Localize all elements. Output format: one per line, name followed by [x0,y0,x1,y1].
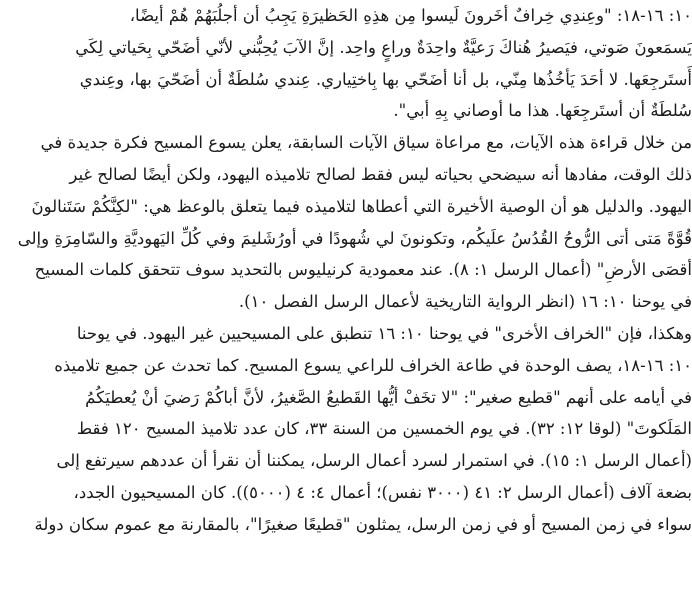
text-line: (أعمال الرسل ١: ١٥). في استمرار لسرد أعمال الرسل، يمكننا أن نقرأ أن عددهم سيرتفع إلى [56,451,692,471]
text-line: المَلَكوتَ" (لوقا ١٢: ٣٢). في يوم الخمسين من السنة ٣٣، كان عدد تلاميذ المسيح ١٢٠ فقط [76,419,692,439]
text-line: بضعة آلاف (أعمال الرسل ٢: ٤١ (٣٠٠٠ نفس)؛ أعمال ٤: ٤ (٥٠٠٠)). كان المسيحيون الجدد، [73,482,692,502]
text-line: أَستَرجِعَها. لا أحَدَ يَأخُذُها مِنّي، بل أنا أضَحّي بها بِاختِياري. عِندي سُلطَةٌ أن أضَحّيَ بها، وعِندي [79,69,692,89]
text-line: ١٠: ١٦-١٨، يصف الوحدة في طاعة الخراف للراعي يسوع المسيح. كما تحدث عن جميع تلاميذه [54,355,692,375]
text-line: في أيامه على أنهم "قطيع صغير": "لا تخَفْ أيُّها القَطيعُ الصَّغيرُ، لأنَّ أباكُمْ رَضيَ أنْ يُعطيَكُمُ [85,387,692,407]
text-line: سواء في زمن المسيح أو في زمن الرسل، يمثلون "قطيعًا صغيرًا"، بالمقارنة مع عموم سكان دولة [34,514,692,534]
text-line: اليهود. والدليل هو أن الوصية الأخيرة التي أعطاها لتلاميذه فيما يتعلق بالوعظ هي: "لكِنَّكُمْ سَتَنالونَ [31,196,692,216]
text-line: قُوَّةً مَتى أتى الرُّوحُ القُدُسُ علَيكُم، وتكونونَ لي شُهودًا في أورُشَليمَ وفي كُلِّ اليَهوديَّةِ والسّامِرَةِ وإلى [17,228,692,248]
text-line: من خلال قراءة هذه الآيات، مع مراعاة سياق الآيات السابقة، يعلن يسوع المسيح فكرة جديدة في [40,133,692,153]
text-line: وهكذا، فإن "الخراف الأخرى" في يوحنا ١٠: ١٦ تنطبق على المسيحيين غير اليهود. في يوحنا [76,323,692,343]
text-line: يَسمَعونَ صَوتي، فيَصيرُ هُناكَ رَعيَّةٌ واحِدَةٌ وراعٍ واحِد. إنَّ الآبَ يُحِبُّني لأنّي أضَحّي بِحَياتي لِكَي [75,37,692,57]
text-line: سُلطَةٌ أن أستَرجِعَها. هذا ما أوصاني بِهِ أبي". [393,101,692,121]
text-line: في يوحنا ١٠: ١٦ (انظر الرواية التاريخية لأعمال الرسل الفصل ١٠). [238,292,692,312]
text-line: ذلك الوقت، مفادها أنه سيضحي بحياته ليس فقط لصالح تلاميذه اليهود، ولكن أيضًا لصالح غير [69,164,692,184]
text-line: ١٠: ١٦-١٨: "وعِندِي خِرافٌ أخَرونَ لَيسوا مِن هذِهِ الحَظيرَةِ يَجِبُ أن أجلُبَهُمْ هُمْ أيضًا، [129,6,692,25]
text-line: أقصَى الأرضِ" (أعمال الرسل ١: ٨). عند معمودية كرنيليوس بالتحديد سوف تتحقق كلمات المسيح [34,260,692,280]
